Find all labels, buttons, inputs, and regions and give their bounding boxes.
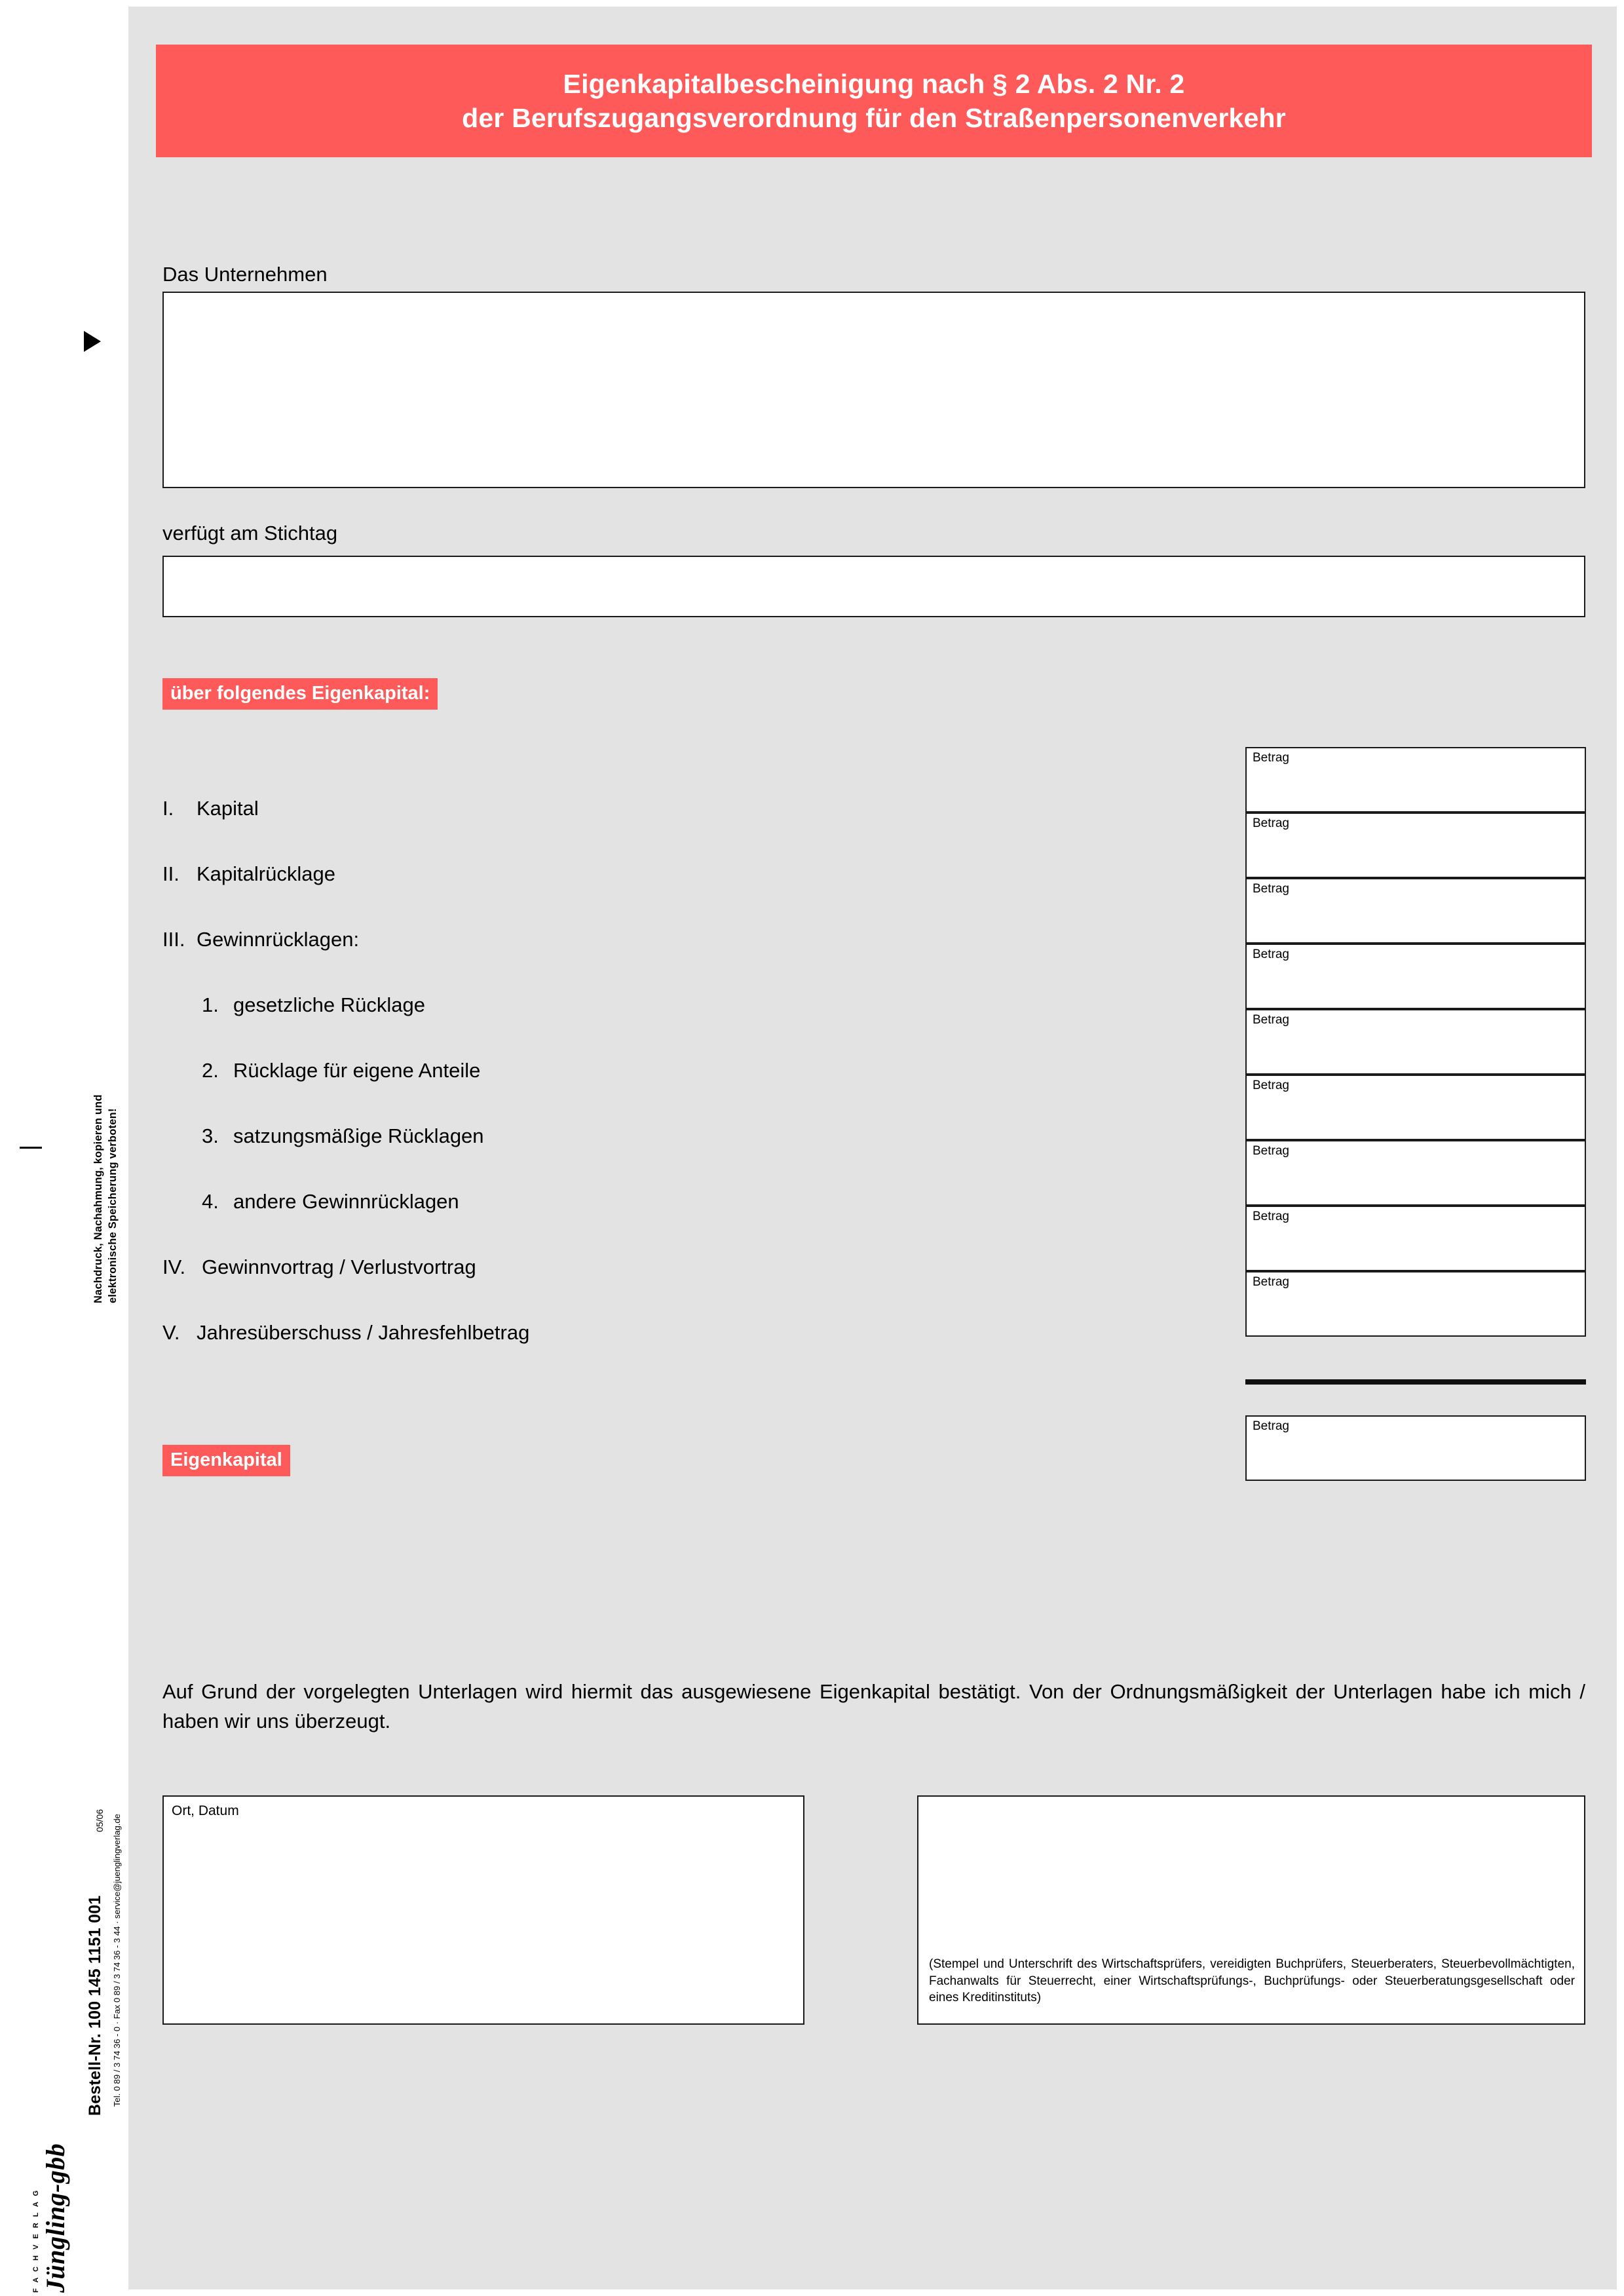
list-item-number: 2. — [202, 1059, 219, 1082]
place-date-input[interactable] — [162, 1795, 804, 2025]
list-item-label: Rücklage für eigene Anteile — [233, 1059, 481, 1082]
list-item-profit-carryforward — [162, 1255, 476, 1279]
form-title-banner — [156, 45, 1592, 157]
amount-caption: Betrag — [1253, 1144, 1289, 1158]
edition-code: 05/06 — [94, 1808, 105, 1832]
amount-input-annual-result[interactable] — [1245, 1271, 1586, 1337]
list-item-own-shares-reserve — [202, 1059, 480, 1082]
list-item-label: andere Gewinnrücklagen — [233, 1190, 459, 1213]
form-title-line-1: Eigenkapitalbescheinigung nach § 2 Abs. 2 Nr. 2 — [563, 68, 1185, 99]
amount-input-capital[interactable] — [1245, 747, 1586, 813]
company-input[interactable] — [162, 292, 1585, 488]
amount-caption: Betrag — [1253, 1210, 1289, 1223]
place-date-label: Ort, Datum — [172, 1803, 239, 1818]
list-item-label: Kapitalrücklage — [197, 862, 335, 885]
amount-caption: Betrag — [1253, 882, 1289, 896]
list-item-number: IV. — [162, 1255, 186, 1278]
list-item-number: II. — [162, 862, 179, 885]
amount-caption: Betrag — [1253, 1013, 1289, 1027]
list-item-label: satzungsmäßige Rücklagen — [233, 1124, 484, 1147]
sum-divider — [1245, 1379, 1586, 1385]
list-item-label: Gewinnrücklagen: — [197, 928, 360, 951]
list-item-other-reserves — [202, 1190, 459, 1214]
list-item-revenue-reserves — [162, 928, 359, 951]
amount-caption: Betrag — [1253, 816, 1289, 830]
amount-input-statutory-reserves[interactable] — [1245, 1075, 1586, 1140]
list-item-number: 1. — [202, 993, 219, 1016]
amount-input-legal-reserve[interactable] — [1245, 944, 1586, 1009]
list-item-statutory-reserves — [202, 1124, 484, 1148]
capital-section-tag: über folgendes Eigenkapital: — [162, 678, 438, 710]
fold-arrow-marker — [84, 331, 101, 352]
amount-caption: Betrag — [1253, 947, 1289, 961]
amount-caption: Betrag — [1253, 751, 1289, 765]
amount-caption: Betrag — [1253, 1419, 1289, 1433]
order-number: Bestell-Nr. 100 145 1151 001 — [86, 1895, 104, 2116]
copyright-notice-line-2: elektronische Speicherung verboten! — [107, 1108, 119, 1303]
list-item-label: gesetzliche Rücklage — [233, 993, 425, 1016]
amount-caption: Betrag — [1253, 1079, 1289, 1092]
confirmation-text: Auf Grund der vorgelegten Unterlagen wird hiermit das ausgewiesene Eigenkapital bestätigt. Von der Ordnungsmäßigkeit der Unterlagen habe ich mich / haben wir uns überzeugt. — [162, 1680, 1585, 1732]
stamp-signature-caption: (Stempel und Unterschrift des Wirtschaftsprüfers, vereidigten Buchprüfers, Steuerberaters, Steuerbevollmächtigten, Fachanwalts für Steuerrecht, einer Wirtschaftsprüfungs-, Buchprüfungs- oder Steuerberatungsgesellschaft oder eines Kreditinstituts) — [929, 1957, 1575, 2005]
amount-input-revenue-reserves[interactable] — [1245, 878, 1586, 944]
publisher-logo-subtitle: F A C H V E R L A G — [32, 2188, 40, 2293]
amount-input-own-shares-reserve[interactable] — [1245, 1009, 1586, 1075]
list-item-capital-reserve — [162, 862, 335, 886]
amount-caption: Betrag — [1253, 1275, 1289, 1289]
list-item-number: I. — [162, 797, 174, 820]
total-equity-tag: Eigenkapital — [162, 1445, 290, 1476]
publisher-logo-name: Jüngling-gbb — [41, 2143, 70, 2293]
list-item-number: V. — [162, 1321, 180, 1344]
list-item-number: 3. — [202, 1124, 219, 1147]
list-item-annual-result — [162, 1321, 529, 1345]
copyright-notice-line-1: Nachdruck, Nachahmung, kopieren und — [92, 1094, 104, 1303]
amount-input-total-equity[interactable] — [1245, 1415, 1586, 1481]
date-label: verfügt am Stichtag — [162, 522, 338, 545]
publisher-logo — [32, 2143, 71, 2293]
amount-input-other-reserves[interactable] — [1245, 1140, 1586, 1206]
publisher-contact: Tel. 0 89 / 3 74 36 - 0 · Fax 0 89 / 3 74 36 - 3 44 · service@juenglingverlag.de — [112, 1814, 122, 2107]
list-item-legal-reserve — [202, 993, 425, 1017]
list-item-number: III. — [162, 928, 185, 951]
amount-input-capital-reserve[interactable] — [1245, 813, 1586, 878]
list-item-capital — [162, 797, 259, 820]
fold-tick-marker — [20, 1147, 42, 1149]
list-item-number: 4. — [202, 1190, 219, 1213]
amount-input-profit-carryforward[interactable] — [1245, 1206, 1586, 1271]
list-item-label: Gewinnvortrag / Verlustvortrag — [202, 1255, 476, 1278]
form-title-line-2: der Berufszugangsverordnung für den Straßenpersonenverkehr — [462, 103, 1286, 133]
date-input[interactable] — [162, 556, 1585, 617]
list-item-label: Kapital — [197, 797, 259, 820]
list-item-label: Jahresüberschuss / Jahresfehlbetrag — [197, 1321, 530, 1344]
company-label: Das Unternehmen — [162, 263, 328, 286]
